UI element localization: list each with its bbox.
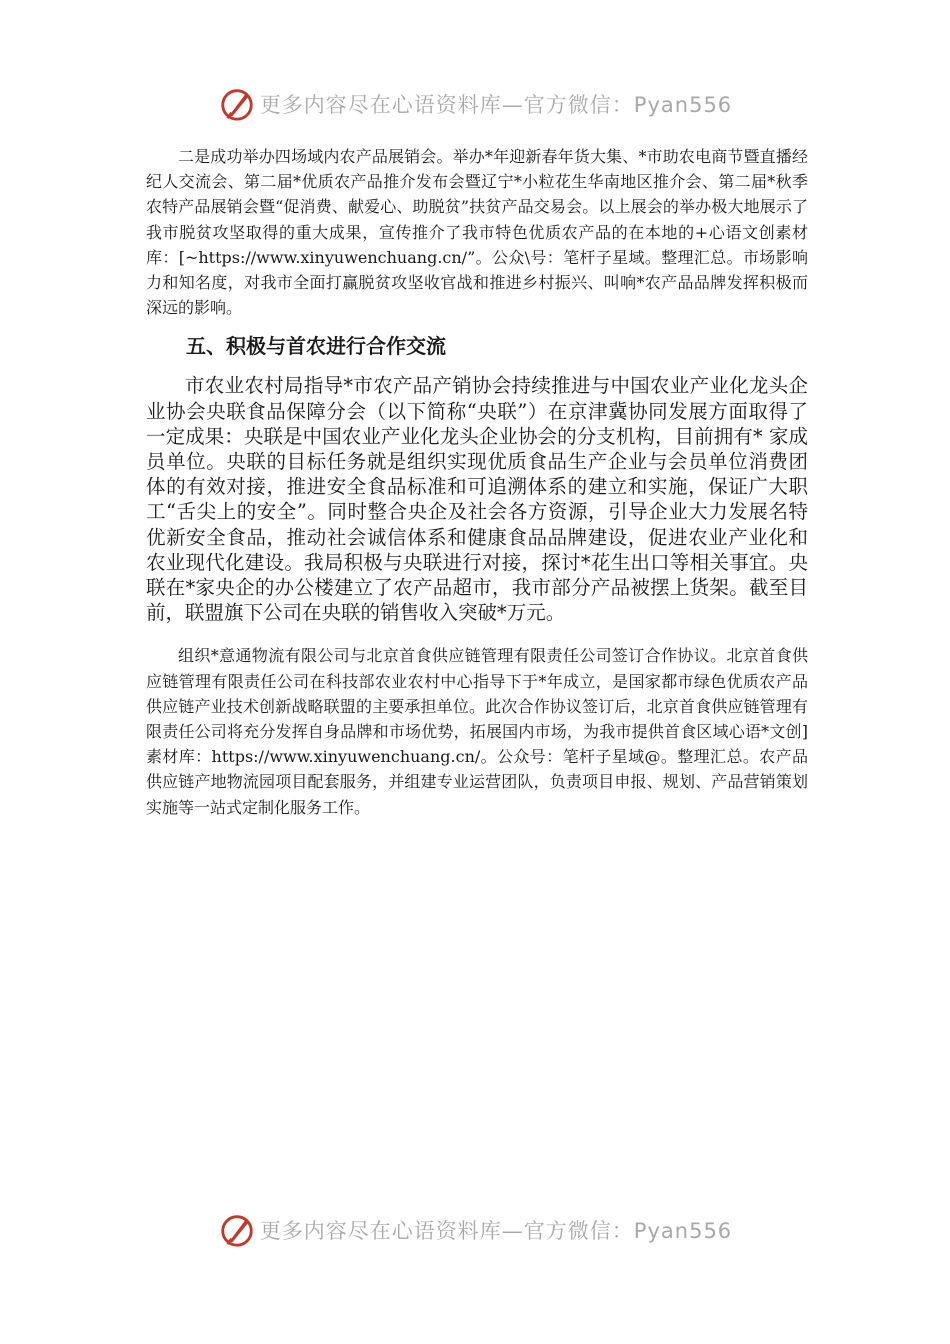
document-body xyxy=(146,144,808,820)
quill-logo-icon xyxy=(218,85,256,123)
footer-watermark-text: 更多内容尽在心语资料库—官方微信：Pyan556 xyxy=(259,1219,733,1243)
quill-logo-icon xyxy=(218,1211,256,1249)
header-watermark-text: 更多内容尽在心语资料库—官方微信：Pyan556 xyxy=(259,93,733,117)
paragraph-yanglian: 市农业农村局指导*市农产品产销协会持续推进与中国农业产业化龙头企业协会央联食品保障分会（以下简称“央联”）在京津冀协同发展方面取得了一定成果：央联是中国农业产业化龙头企业协会的分支机构，目前拥有* 家成员单位。央联的目标任务就是组织实现优质食品生产企业与会员单位消费团体的有效对接，推进安全食品标准和可追溯体系的建立和实施，保证广大职工“舌尖上的安全”。同时整合央企及社会各方资源，引导企业大力发展名特优新安全食品，推动社会诚信体系和健康食品品牌建设，促进农业产业化和农业现代化建设。我局积极与央联进行对接，探讨*花生出口等相关事宜。央联在*家央企的办公楼建立了农产品超市，我市部分产品被摆上货架。截至目前，联盟旗下公司在央联的销售收入突破*万元。 xyxy=(146,374,808,625)
footer-watermark xyxy=(0,1210,950,1250)
paragraph-exhibitions: 二是成功举办四场域内农产品展销会。举办*年迎新春年货大集、*市助农电商节暨直播经纪人交流会、第二届*优质农产品推介发布会暨辽宁*小粒花生华南地区推介会、第二届*秋季农特产品展销会暨“促消费、献爱心、助脱贫”扶贫产品交易会。以上展会的举办极大地展示了我市脱贫攻坚取得的重大成果，宣传推介了我市特色优质农产品的在本地的+心语文创素材库：[~https://www.xinyuwenchuang.cn/”。公众\号：笔杆子星域。整理汇总。市场影响力和知名度，对我市全面打赢脱贫攻坚收官战和推进乡村振兴、叫响*农产品品牌发挥积极而深远的影响。 xyxy=(146,147,808,318)
header-watermark xyxy=(0,84,950,124)
paragraph-shoushi-agreement: 组织*意通物流有限公司与北京首食供应链管理有限责任公司签订合作协议。北京首食供应链管理有限责任公司在科技部农业农村中心指导下于*年成立，是国家都市绿色优质农产品供应链产业技术创新战略联盟的主要承担单位。此次合作协议签订后，北京首食供应链管理有限责任公司将充分发挥自身品牌和市场优势，拓展国内市场，为我市提供首食区域心语*文创]素材库：https://www.xinyuwenchuang.cn/。公众号：笔杆子星域@。整理汇总。农产品供应链产地物流园项目配套服务，并组建专业运营团队，负责项目申报、规划、产品营销策划实施等一站式定制化服务工作。 xyxy=(146,646,808,817)
section-heading: 五、积极与首农进行合作交流 xyxy=(186,334,446,359)
